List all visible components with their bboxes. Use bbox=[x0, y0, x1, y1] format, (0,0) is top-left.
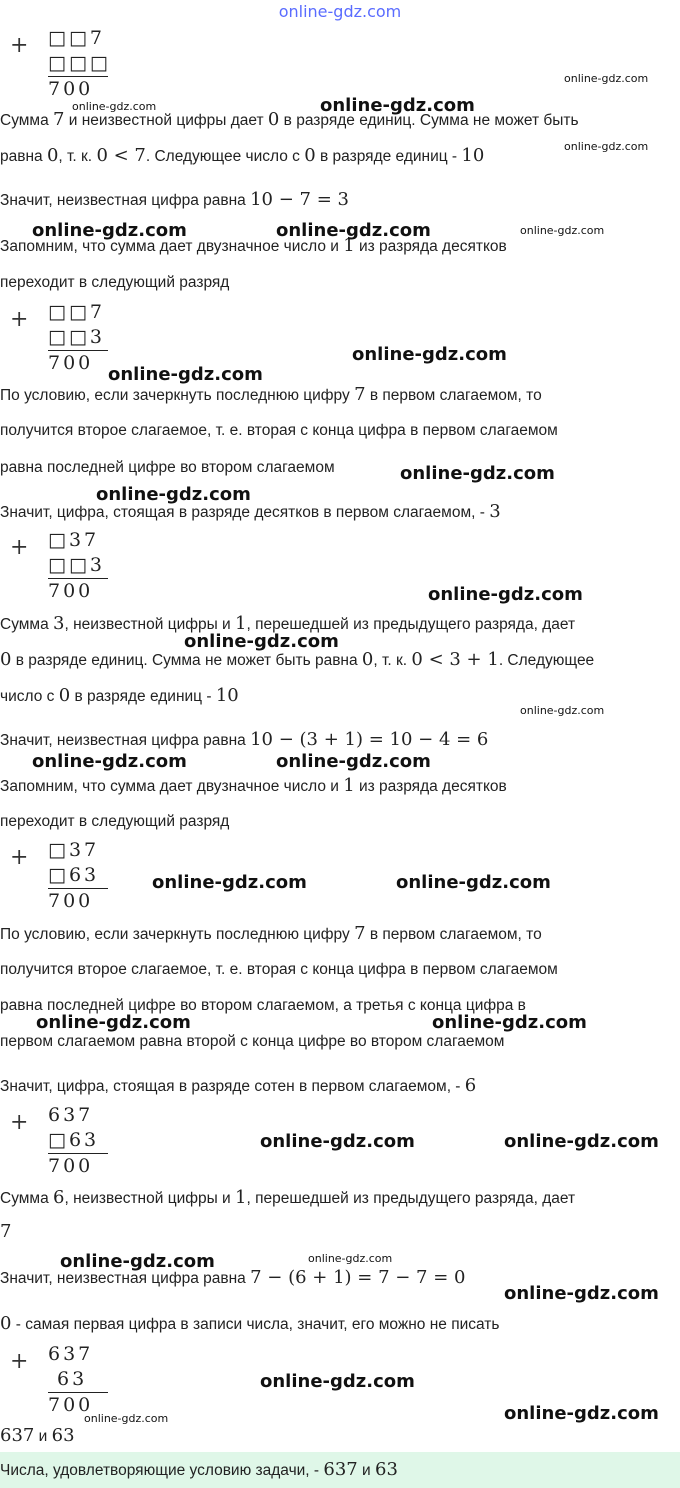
watermark: online-gdz.com bbox=[504, 1283, 659, 1304]
text-line: переходит в следующий разряд bbox=[0, 813, 230, 830]
sum: 700 bbox=[48, 1394, 94, 1416]
plus-sign: + bbox=[10, 33, 29, 58]
addend-1: □37 bbox=[48, 839, 100, 861]
text-line: число с 0 в разряде единиц - 10 bbox=[0, 685, 239, 706]
addend-2: □□□ bbox=[48, 52, 111, 74]
watermark: online-gdz.com bbox=[60, 1251, 215, 1272]
addend-1: □37 bbox=[48, 529, 100, 551]
sum-line bbox=[48, 578, 108, 579]
watermark: online-gdz.com bbox=[32, 220, 187, 241]
watermark: online-gdz.com bbox=[260, 1371, 415, 1392]
column-addition-1 bbox=[0, 27, 120, 107]
text-line: 0 - самая первая цифра в записи числа, значит, его можно не писать bbox=[0, 1313, 500, 1334]
watermark: online-gdz.com bbox=[432, 1012, 587, 1033]
sum-line bbox=[48, 888, 108, 889]
text-line: первом слагаемом равна второй с конца цифре во втором слагаемом bbox=[0, 1033, 505, 1050]
watermark: online-gdz.com bbox=[504, 1131, 659, 1152]
plus-sign: + bbox=[10, 307, 29, 332]
watermark: online-gdz.com bbox=[400, 463, 555, 484]
plus-sign: + bbox=[10, 1349, 29, 1374]
watermark-top: online-gdz.com bbox=[278, 2, 402, 21]
column-addition-4 bbox=[0, 839, 120, 919]
watermark: online-gdz.com bbox=[276, 751, 431, 772]
text-line: Сумма 7 и неизвестной цифры дает 0 в разряде единиц. Сумма не может быть bbox=[0, 109, 579, 130]
text-line: Значит, цифра, стоящая в разряде десятков в первом слагаемом, - 3 bbox=[0, 501, 501, 522]
text-line: Запомним, что сумма дает двузначное число и 1 из разряда десятков bbox=[0, 775, 507, 796]
text-line: равна 0, т. к. 0 < 7. Следующее число с 0 в разряде единиц - 10 bbox=[0, 145, 485, 166]
watermark: online-gdz.com bbox=[260, 1131, 415, 1152]
text-line: По условию, если зачеркнуть последнюю цифру 7 в первом слагаемом, то bbox=[0, 384, 542, 405]
sum-line bbox=[48, 350, 108, 351]
text-line: Сумма 6, неизвестной цифры и 1, перешедшей из предыдущего разряда, дает bbox=[0, 1187, 576, 1208]
text-line: Значит, неизвестная цифра равна 10 − 7 = 3 bbox=[0, 189, 349, 210]
watermark: online-gdz.com bbox=[96, 484, 251, 505]
text-line: Значит, неизвестная цифра равна 10 − (3 + 1) = 10 − 4 = 6 bbox=[0, 729, 489, 750]
text-line: По условию, если зачеркнуть последнюю цифру 7 в первом слагаемом, то bbox=[0, 923, 542, 944]
text-line: равна последней цифре во втором слагаемом, а третья с конца цифра в bbox=[0, 997, 526, 1014]
sum: 700 bbox=[48, 352, 94, 374]
plus-sign: + bbox=[10, 845, 29, 870]
addend-2: □63 bbox=[48, 864, 100, 886]
addend-1: 637 bbox=[48, 1343, 94, 1365]
watermark: online-gdz.com bbox=[520, 704, 605, 717]
watermark: online-gdz.com bbox=[72, 100, 157, 113]
watermark: online-gdz.com bbox=[152, 872, 307, 893]
watermark: online-gdz.com bbox=[36, 1012, 191, 1033]
column-addition-2 bbox=[0, 301, 120, 381]
text-line: равна последней цифре во втором слагаемом bbox=[0, 459, 335, 476]
watermark: online-gdz.com bbox=[184, 631, 339, 652]
addend-2: □□3 bbox=[48, 554, 105, 576]
watermark: online-gdz.com bbox=[84, 1412, 169, 1425]
watermark: online-gdz.com bbox=[32, 751, 187, 772]
text-line: получится второе слагаемое, т. е. вторая с конца цифра в первом слагаемом bbox=[0, 422, 558, 439]
addend-1: □□7 bbox=[48, 301, 105, 323]
column-addition-6 bbox=[0, 1343, 120, 1423]
addend-2: □□3 bbox=[48, 326, 105, 348]
sum-line bbox=[48, 76, 108, 77]
addend-2: □63 bbox=[48, 1129, 100, 1151]
text-line: Запомним, что сумма дает двузначное число и 1 из разряда десятков bbox=[0, 235, 507, 256]
watermark: online-gdz.com bbox=[352, 344, 507, 365]
watermark: online-gdz.com bbox=[276, 220, 431, 241]
addend-1: 637 bbox=[48, 1104, 94, 1126]
plus-sign: + bbox=[10, 535, 29, 560]
text-line: переходит в следующий разряд bbox=[0, 274, 230, 291]
watermark: online-gdz.com bbox=[520, 224, 605, 237]
sum: 700 bbox=[48, 1155, 94, 1177]
watermark: online-gdz.com bbox=[564, 140, 649, 153]
column-addition-5 bbox=[0, 1104, 120, 1184]
text-line: Значит, цифра, стоящая в разряде сотен в первом слагаемом, - 6 bbox=[0, 1075, 477, 1096]
watermark: online-gdz.com bbox=[308, 1252, 393, 1265]
answer-text: Числа, удовлетворяющие условию задачи, - 637 и 63 bbox=[0, 1459, 398, 1480]
text-line: 7 bbox=[0, 1221, 12, 1242]
addend-1: □□7 bbox=[48, 27, 105, 49]
watermark: online-gdz.com bbox=[108, 364, 263, 385]
plus-sign: + bbox=[10, 1110, 29, 1135]
sum-line bbox=[48, 1392, 108, 1393]
text-line: Значит, неизвестная цифра равна 7 − (6 + 1) = 7 − 7 = 0 bbox=[0, 1267, 466, 1288]
watermark: online-gdz.com bbox=[564, 72, 649, 85]
watermark: online-gdz.com bbox=[396, 872, 551, 893]
text-line: Сумма 3, неизвестной цифры и 1, перешедшей из предыдущего разряда, дает bbox=[0, 613, 576, 634]
answer-box bbox=[0, 1452, 680, 1488]
sum: 700 bbox=[48, 890, 94, 912]
sum-line bbox=[48, 1153, 108, 1154]
watermark: online-gdz.com bbox=[320, 95, 475, 116]
addend-2: 63 bbox=[48, 1368, 88, 1390]
sum: 700 bbox=[48, 580, 94, 602]
column-addition-3 bbox=[0, 529, 120, 609]
text-line: 637 и 63 bbox=[0, 1425, 75, 1446]
watermark: online-gdz.com bbox=[504, 1403, 659, 1424]
sum: 700 bbox=[48, 78, 94, 100]
text-line: 0 в разряде единиц. Сумма не может быть равна 0, т. к. 0 < 3 + 1. Следующее bbox=[0, 649, 595, 670]
text-line: получится второе слагаемое, т. е. вторая с конца цифра в первом слагаемом bbox=[0, 961, 558, 978]
watermark: online-gdz.com bbox=[428, 584, 583, 605]
